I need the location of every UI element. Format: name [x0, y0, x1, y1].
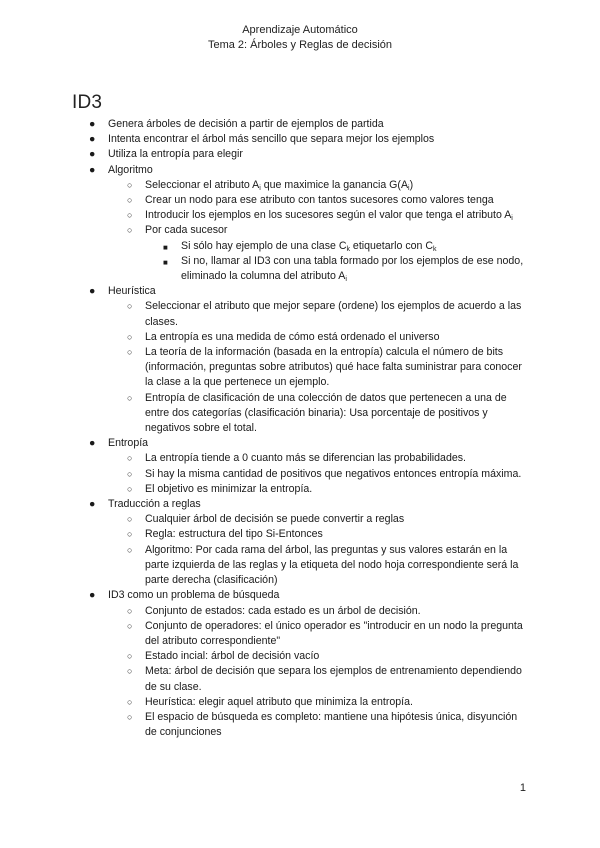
list-item: ○ Meta: árbol de decisión que separa los ejemplos de entrenamiento dependiendo de su clase.	[127, 665, 522, 693]
hollow-bullet-icon: ○	[127, 301, 133, 312]
list-item: ○ Por cada sucesor ■ Si sólo hay ejemplo de una clase $C_k$ etiquetarlo con $C_k$ ■ Si no, llamar al ID3 con una tabla formado por los ejemplos de ese nodo, eliminado la columna del atributo $A_i$	[108, 223, 528, 284]
list-item: ■ Si no, llamar al ID3 con una tabla formado por los ejemplos de ese nodo, eliminado la columna del atributo $A_i$	[163, 254, 524, 284]
hollow-bullet-icon: ○	[127, 468, 133, 479]
hollow-bullet-icon: ○	[127, 605, 133, 616]
list-item: ○ Introducir los ejemplos en los sucesores según el valor que tenga el atributo $A_i$	[127, 209, 513, 223]
list-item: ○ El espacio de búsqueda es completo: mantiene una hipótesis única, disyunción de conjunciones	[127, 710, 518, 739]
document-body	[0, 117, 600, 740]
bullet-icon: ●	[89, 498, 96, 511]
hollow-bullet-icon: ○	[127, 195, 133, 206]
list-item: ○ Heurística: elegir aquel atributo que minimiza la entropía.	[108, 695, 528, 710]
list-item: ● Algoritmo ○ Seleccionar el atributo $A_i$ que maximice la ganancia $G(A_i)$ ○ Crear un nodo para ese atributo con tantos sucesores como valores tenga ○ Introducir los ejemplos en los sucesores según el valor que tenga el atributo $A_i$ ○ Por cada sucesor ■ Si sólo hay ejemplo de una clase $C_k$ etiquetarlo con $C_k$ ■ Si no, llamar al ID3 con una tabla formado por los ejemplos de ese nodo, eliminado la columna del atributo $A_i$	[0, 163, 528, 285]
hollow-bullet-icon: ○	[127, 711, 133, 722]
bullet-icon: ●	[89, 437, 96, 450]
header-topic-title: Tema 2: Árboles y Reglas de decisión	[207, 39, 393, 51]
bullet-icon: ●	[89, 589, 96, 602]
list-item: ○ Seleccionar el atributo que mejor separe (ordene) los ejemplos de acuerdo a las clases.	[127, 300, 522, 328]
hollow-bullet-icon: ○	[127, 347, 133, 358]
list-item: ○ Crear un nodo para ese atributo con tantos sucesores como valores tenga	[108, 193, 528, 208]
bullet-icon: ●	[89, 285, 96, 298]
list-item: ○ Conjunto de operadores: el único operador es "introducir en un nodo la pregunta del atributo correspondiente"	[127, 619, 523, 647]
hollow-bullet-icon: ○	[127, 666, 133, 677]
list-item: ○ Si hay la misma cantidad de positivos que negativos entonces entropía máxima.	[108, 467, 528, 482]
list-item: ○ Conjunto de estados: cada estado es un árbol de decisión.	[108, 604, 528, 619]
list-item: ○ La entropía tiende a 0 cuanto más se diferencian las probabilidades.	[108, 451, 528, 466]
list-item: ○ La entropía es una medida de cómo está ordenado el universo	[108, 330, 528, 345]
hollow-bullet-icon: ○	[127, 179, 133, 190]
list-item: ○ Estado incial: árbol de decisión vacío	[108, 649, 528, 664]
list-item: ● Utiliza la entropía para elegir	[0, 147, 528, 162]
list-item: ● ID3 como un problema de búsqueda ○ Conjunto de estados: cada estado es un árbol de decisión. ○ Conjunto de operadores: el único operador es "introducir en un nodo la pregunta del atributo correspondiente" ○ Estado incial: árbol de decisión vacío ○ Meta: árbol de decisión que separa los ejemplos de entrenamiento dependiendo de su clase. ○ Heurística: elegir aquel atributo que minimiza la entropía. ○ El espacio de búsqueda es completo: mantiene una hipótesis única, disyunción de conjunciones	[0, 588, 528, 740]
list-item: ○ Seleccionar el atributo $A_i$ que maximice la ganancia $G(A_i)$	[127, 178, 414, 192]
list-item: ● Genera árboles de decisión a partir de ejemplos de partida	[0, 117, 528, 132]
hollow-bullet-icon: ○	[127, 392, 133, 403]
list-item: ● Heurística ○ Seleccionar el atributo que mejor separe (ordene) los ejemplos de acuerdo a las clases. ○ La entropía es una medida de cómo está ordenado el universo ○ La teoría de la información (basada en la entropía) calcula el número de bits (información, preguntas sobre atributos) qué hace falta suministrar para conocer la clase a la que pertenece un ejemplo. ○ Entropía de clasificación de una colección de datos que pertenecen a una de entre dos categorías (clasificación binaria): Usa porcentaje de positivos y negativos sobre el total.	[0, 284, 528, 436]
square-bullet-icon: ■	[163, 242, 168, 252]
list-item: ● Entropía ○ La entropía tiende a 0 cuanto más se diferencian las probabilidades. ○ Si hay la misma cantidad de positivos que negativos entonces entropía máxima. ○ El objetivo es minimizar la entropía.	[0, 436, 528, 497]
list-item: ● Intenta encontrar el árbol más sencillo que separa mejor los ejemplos	[0, 132, 528, 147]
list-item: ○ Algoritmo: Por cada rama del árbol, las preguntas y sus valores estarán en la parte izquierda de las reglas y la etiqueta del nodo hoja correspondiente será la parte derecha (clasificación)	[127, 543, 519, 587]
list-item: ● Traducción a reglas ○ Cualquier árbol de decisión se puede convertir a reglas ○ Regla: estructura del tipo Si-Entonces ○ Algoritmo: Por cada rama del árbol, las preguntas y sus valores estarán en la parte izquierda de las reglas y la etiqueta del nodo hoja correspondiente será la parte derecha (clasificación)	[0, 497, 528, 588]
list-item: ○ La teoría de la información (basada en la entropía) calcula el número de bits (información, preguntas sobre atributos) qué hace falta suministrar para conocer la clase a la que pertenece un ejemplo.	[127, 346, 522, 389]
hollow-bullet-icon: ○	[127, 529, 133, 540]
hollow-bullet-icon: ○	[127, 483, 133, 494]
bullet-icon: ●	[89, 148, 96, 161]
list-item: ○ El objetivo es minimizar la entropía.	[108, 482, 528, 497]
page-number: 1	[519, 782, 526, 794]
hollow-bullet-icon: ○	[127, 453, 133, 464]
hollow-bullet-icon: ○	[127, 696, 133, 707]
hollow-bullet-icon: ○	[127, 544, 133, 555]
list-item: ○ Entropía de clasificación de una colección de datos que pertenecen a una de entre dos categorías (clasificación binaria): Usa porcentaje de positivos y negativos sobre el total.	[127, 391, 507, 435]
hollow-bullet-icon: ○	[127, 331, 133, 342]
hollow-bullet-icon: ○	[127, 210, 133, 221]
bullet-icon: ●	[89, 163, 96, 176]
square-bullet-icon: ■	[163, 257, 168, 267]
list-item: ■ Si sólo hay ejemplo de una clase $C_k$ etiquetarlo con $C_k$	[145, 239, 528, 254]
bullet-icon: ●	[89, 118, 96, 130]
hollow-bullet-icon: ○	[127, 620, 133, 631]
hollow-bullet-icon: ○	[127, 225, 133, 236]
list-item: ○ Cualquier árbol de decisión se puede convertir a reglas	[108, 512, 528, 527]
section-title: ID3	[72, 92, 103, 113]
bullet-icon: ●	[89, 133, 96, 146]
hollow-bullet-icon: ○	[127, 651, 133, 662]
list-item: ○ Regla: estructura del tipo Si-Entonces	[108, 527, 528, 542]
header-course-title: Aprendizaje Automático	[242, 24, 358, 36]
hollow-bullet-icon: ○	[127, 514, 133, 525]
